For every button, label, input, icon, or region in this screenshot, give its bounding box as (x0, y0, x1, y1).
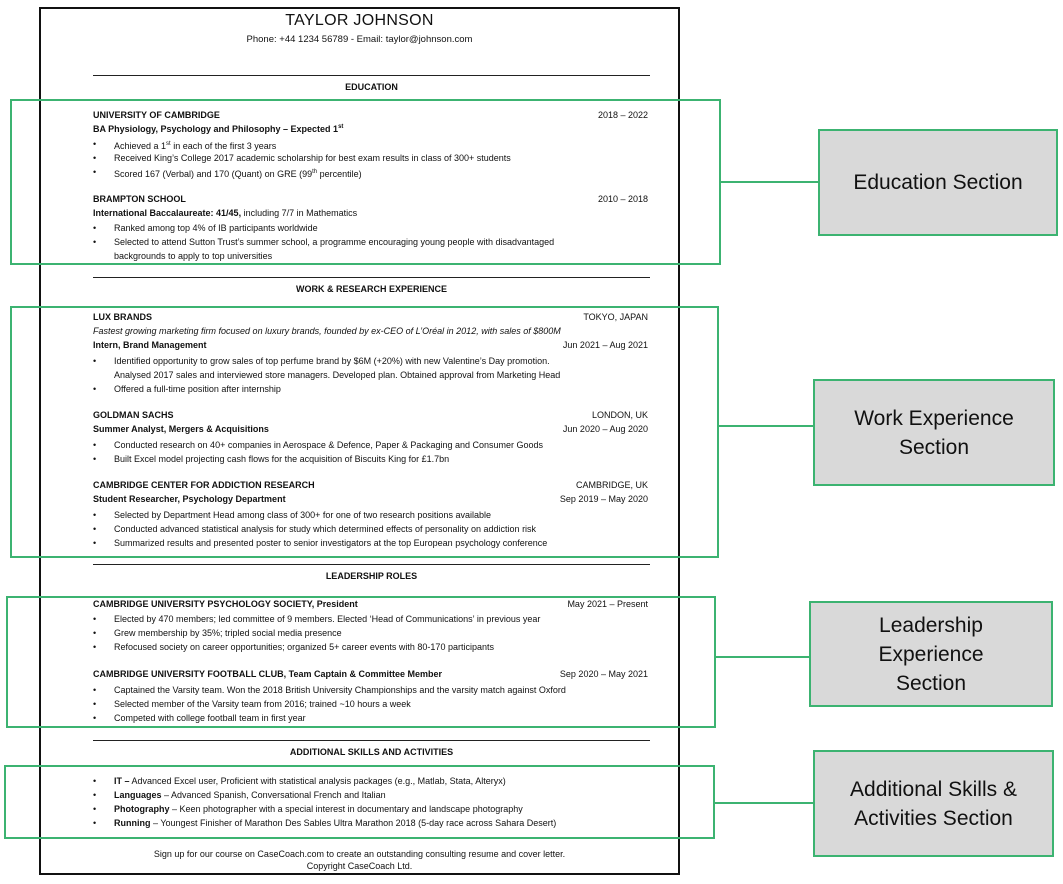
education-title: EDUCATION (345, 82, 398, 92)
job-role: Summer Analyst, Mergers & Acquisitions (93, 424, 269, 434)
org-dates: May 2021 – Present (567, 599, 648, 609)
org-name: CAMBRIDGE UNIVERSITY FOOTBALL CLUB, Team Captain & Committee Member (93, 669, 443, 679)
leadership-title: LEADERSHIP ROLES (325, 571, 418, 581)
company-location: LONDON, UK (591, 410, 648, 420)
org-dates: Sep 2020 – May 2021 (559, 669, 648, 679)
skills-highlight (4, 765, 715, 839)
skills-callout: Additional Skills & Activities Section (813, 750, 1054, 857)
org-name: CAMBRIDGE UNIVERSITY PSYCHOLOGY SOCIETY, President (93, 599, 358, 609)
education-connector (721, 181, 818, 183)
company-name: CAMBRIDGE CENTER FOR ADDICTION RESEARCH (93, 480, 315, 490)
divider (93, 277, 650, 278)
degree: International Baccalaureate: 41/45, including 7/7 in Mathematics (93, 208, 358, 218)
divider (93, 564, 650, 565)
company-description: Fastest growing marketing firm focused on luxury brands, founded by ex-CEO of L’Oréal in 2012, with sales of $800M (93, 326, 561, 336)
job-role: Intern, Brand Management (93, 340, 207, 350)
degree: BA Physiology, Psychology and Philosophy – Expected 1st (93, 124, 344, 134)
school-dates: 2010 – 2018 (597, 194, 648, 204)
leadership-connector (716, 656, 809, 658)
company-location: CAMBRIDGE, UK (575, 480, 648, 490)
company-name: GOLDMAN SACHS (93, 410, 174, 420)
work-highlight (10, 306, 719, 558)
work-title: WORK & RESEARCH EXPERIENCE (295, 284, 448, 294)
resume-name: TAYLOR JOHNSON (285, 12, 434, 29)
work-connector (719, 425, 813, 427)
company-name: LUX BRANDS (93, 312, 153, 322)
company-location: TOKYO, JAPAN (583, 312, 648, 322)
education-highlight (10, 99, 721, 265)
school-name: BRAMPTON SCHOOL (93, 194, 186, 204)
footer-copyright: Copyright CaseCoach Ltd. (306, 861, 413, 871)
work-callout: Work Experience Section (813, 379, 1055, 486)
job-dates: Jun 2021 – Aug 2021 (562, 340, 648, 350)
job-role: Student Researcher, Psychology Department (93, 494, 286, 504)
school-dates: 2018 – 2022 (597, 110, 648, 120)
education-callout: Education Section (818, 129, 1058, 236)
job-dates: Jun 2020 – Aug 2020 (562, 424, 648, 434)
divider (93, 75, 650, 76)
job-dates: Sep 2019 – May 2020 (559, 494, 648, 504)
resume-contact: Phone: +44 1234 56789 - Email: taylor@johnson.com (246, 34, 473, 45)
leadership-highlight (6, 596, 716, 728)
leadership-callout: Leadership Experience Section (809, 601, 1053, 707)
skills-title: ADDITIONAL SKILLS AND ACTIVITIES (289, 747, 454, 757)
resume-page: TAYLOR JOHNSON Phone: +44 1234 56789 - Email: taylor@johnson.com EDUCATION UNIVERSITY OF CAMBRIDGE 2018 – 2022 BA Physiology, Psychology and Philosophy – Expected 1st • Achieved a 1st in each of the first 3 years • Received King’s College 2017 academic scholarship for best exam results in class of 300+ students • Scored 167 (Verbal) and 170 (Quant) on GRE (99th percentile) BRAMPTON SCHOOL 2010 – 2018 International Baccalaureate: 41/45, including 7/7 in Mathematics • Ranked among top 4% of IB participants worldwide • Selected to attend Sutton Trust’s summer school, a programme encouraging young people with disadvantaged backgrounds to apply to top universities WORK & RESEARCH EXPERIENCE LUX BRANDS TOKYO, JAPAN Fastest growing marketing firm focused on luxury brands, founded by ex-CEO of L’Oréal in 2012, with sales of $800M Intern, Brand Management Jun 2021 – Aug 2021 • Identified opportunity to grow sales of top perfume brand by $6M (+20%) with new Valentine’s Day promotion. Analysed 2017 sales and interviewed store managers. Developed plan. Obtained approval from Marketing Head • Offered a full-time position after internship GOLDMAN SACHS LONDON, UK Summer Analyst, Mergers & Acquisitions Jun 2020 – Aug 2020 • Conducted research on 40+ companies in Aerospace & Defence, Paper & Packaging and Consumer Goods • Built Excel model projecting cash flows for the acquisition of Biscuits King for £1.7bn CAMBRIDGE CENTER FOR ADDICTION RESEARCH CAMBRIDGE, UK Student Researcher, Psychology Department Sep 2019 – May 2020 • Selected by Department Head among class of 300+ for one of two research positions available • Conducted advanced statistical analysis for study which determined effects of personality on addiction risk • Summarized results and presented poster to senior investigators at the top European psychology conference LEADERSHIP ROLES CAMBRIDGE UNIVERSITY PSYCHOLOGY SOCIETY, President May 2021 – Present • Elected by 470 members; led committee of 9 members. Elected ‘Head of Communications’ in previous year • Grew membership by 35%; tripled social media presence • Refocused society on career opportunities; organized 5+ career events with 80-170 participants CAMBRIDGE UNIVERSITY FOOTBALL CLUB, Team Captain & Committee Member Sep 2020 – May 2021 • Captained the Varsity team. Won the 2018 British University Championships and the varsity match against Oxford • Selected member of the Varsity team from 2016; trained ~10 hours a week • Competed with college football team in first year ADDITIONAL SKILLS AND ACTIVITIES • IT – Advanced Excel user, Proficient with statistical analysis packages (e.g., Matlab, Stata, Alteryx) • Languages – Advanced Spanish, Conversational French and Italian • Photography – Keen photographer with a special interest in documentary and landscape photography • Running – Youngest Finisher of Marathon Des Sables Ultra Marathon 2018 (5-day race across Sahara Desert) Sign up for our course on CaseCoach.com to create an outstanding consulting resume and cover letter. Copyright CaseCoach Ltd. (39, 7, 680, 875)
footer-line: Sign up for our course on CaseCoach.com to create an outstanding consulting resume and cover letter. (153, 849, 566, 859)
school-name: UNIVERSITY OF CAMBRIDGE (93, 110, 220, 120)
skills-connector (715, 802, 813, 804)
divider (93, 740, 650, 741)
